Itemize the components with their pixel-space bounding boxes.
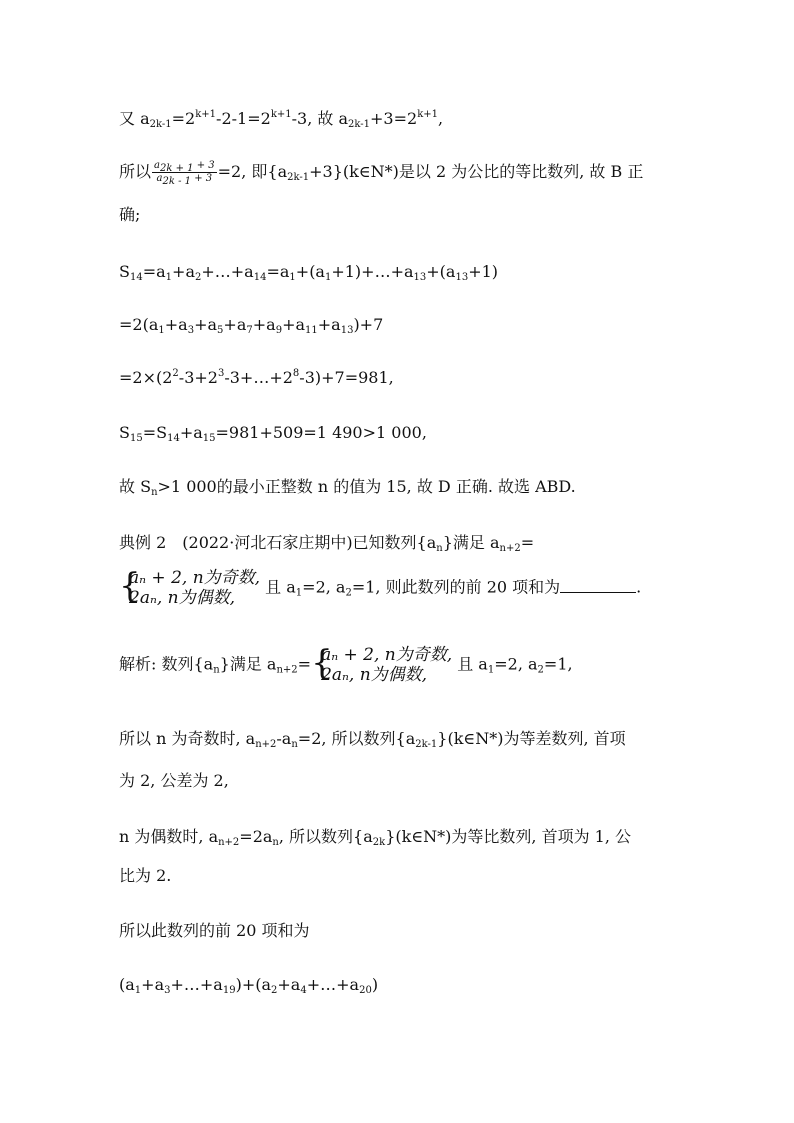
text: S (119, 262, 130, 281)
subscript: n+2 (276, 664, 298, 676)
text: ) (371, 975, 379, 994)
piece-row-odd: aₙ + 2, n为奇数, (321, 645, 453, 665)
subscript: 1 (324, 272, 332, 283)
text: =981+509=1 490>1 000, (215, 423, 427, 442)
subscript: 2k + 1 (159, 163, 194, 174)
subscript: 4 (300, 985, 307, 996)
subscript: 2k-1 (287, 172, 310, 183)
fraction-denominator (152, 173, 217, 185)
piece-row-even: 2aₙ, n为偶数, (321, 665, 428, 685)
solution-line-odd (119, 729, 626, 749)
text: }满足 a (219, 654, 277, 674)
text: =2, 所以数列{a (297, 729, 416, 748)
text: +1)+…+a (331, 262, 414, 281)
text: = (520, 533, 535, 552)
text: 所以 (119, 162, 152, 181)
text: = (297, 654, 312, 674)
subscript: 5 (217, 325, 224, 336)
text: +a (194, 315, 218, 334)
sum-expression (119, 975, 378, 995)
text: +(a (295, 262, 325, 281)
text: 故 S (119, 477, 152, 496)
equation-line-6 (119, 368, 394, 388)
text: }(k∈N*)为等比数列, 首项为 1, 公 (385, 827, 632, 846)
piecewise-definition (119, 568, 641, 608)
subscript: 2 (194, 272, 202, 283)
text: 解析: 数列{a (119, 654, 214, 674)
equation-line-1 (119, 109, 443, 129)
text: +a (282, 315, 306, 334)
equation-line-7 (119, 423, 427, 443)
ratio-fraction (152, 160, 217, 185)
subscript: 14 (167, 433, 180, 444)
text: -a (276, 729, 292, 748)
equation-line-3: 确; (119, 205, 141, 224)
subscript: n (151, 487, 158, 498)
conclusion-line (119, 477, 576, 497)
subscript: 3 (187, 325, 195, 336)
subscript: 1 (289, 272, 296, 283)
text: }满足 a (442, 533, 500, 552)
superscript: k+1 (417, 109, 438, 120)
sum-intro: 所以此数列的前 20 项和为 (119, 921, 310, 940)
subscript: 1 (165, 272, 173, 283)
text: +a (223, 315, 247, 334)
subscript: n (272, 837, 279, 848)
text: a (154, 160, 160, 171)
text: +a (317, 315, 341, 334)
text: -3)+7=981, (299, 368, 394, 387)
text: )+(a (235, 975, 272, 994)
text: , 所以数列{a (278, 827, 373, 846)
answer-blank (560, 578, 636, 593)
text: =2, 即{a (217, 162, 288, 181)
subscript: 2k-1 (415, 739, 438, 750)
text: =1, (543, 654, 573, 674)
text: =2(a (119, 315, 159, 334)
subscript: 2 (537, 664, 544, 676)
solution-line-even-cont: 比为 2. (119, 866, 172, 885)
subscript: 15 (202, 433, 216, 444)
subscript: 19 (222, 985, 236, 996)
text: -3, 故 a (291, 109, 349, 128)
subscript: 1 (295, 587, 303, 599)
brace: { (311, 643, 333, 683)
subscript: 2k - 1 (162, 176, 192, 187)
solution-line-odd-cont: 为 2, 公差为 2, (119, 771, 229, 790)
subscript: 3 (164, 985, 171, 996)
equation-line-4 (119, 262, 498, 282)
text: =1, 则此数列的前 20 项和为 (351, 577, 561, 597)
piece-row-even: 2aₙ, n为偶数, (129, 588, 236, 608)
piecewise-formula (119, 568, 260, 608)
subscript: 2 (345, 587, 352, 599)
text: =2 (171, 109, 196, 128)
subscript: 20 (359, 985, 372, 996)
text: =2, a (302, 577, 346, 597)
subscript: 13 (455, 272, 469, 283)
text: 又 a (119, 109, 150, 128)
piecewise-formula (311, 645, 452, 685)
text: -3+…+2 (224, 368, 293, 387)
piece-row-odd: aₙ + 2, n为奇数, (129, 568, 261, 588)
text: =2a (239, 827, 273, 846)
example-heading (119, 533, 534, 553)
text: +a (179, 423, 203, 442)
text: , (438, 109, 444, 128)
subscript: 2 (271, 985, 278, 996)
text: +3=2 (370, 109, 418, 128)
subscript: 15 (129, 433, 143, 444)
subscript: 1 (158, 325, 165, 336)
subscript: 2k (372, 837, 386, 848)
text: =2, a (494, 654, 538, 674)
brace: { (119, 566, 141, 606)
text: +1) (468, 262, 499, 281)
subscript: n (436, 543, 443, 554)
solution-line-even (119, 827, 631, 847)
subscript: 2k-1 (149, 119, 172, 130)
subscript: n (213, 664, 220, 676)
text: =a (142, 262, 166, 281)
subscript: 13 (413, 272, 427, 283)
text: -3+2 (178, 368, 218, 387)
solution-start (119, 645, 573, 685)
subscript: 14 (253, 272, 267, 283)
text: =a (266, 262, 290, 281)
subscript: n (291, 739, 298, 750)
subscript: 7 (246, 325, 253, 336)
text: 典例 2 (2022·河北石家庄期中)已知数列{a (119, 533, 437, 552)
text: +a (172, 262, 195, 281)
text: =2×(2 (119, 368, 173, 387)
subscript: n+2 (218, 837, 240, 848)
equation-line-5 (119, 315, 383, 335)
text: n 为偶数时, a (119, 827, 219, 846)
text: +…+a (170, 975, 223, 994)
text: }(k∈N*)为等差数列, 首项 (437, 729, 626, 748)
text: 且 a (265, 577, 296, 597)
text: . (636, 577, 642, 597)
text: +3}(k∈N*)是以 2 为公比的等比数列, 故 B 正 (309, 162, 644, 181)
subscript: 13 (340, 325, 354, 336)
superscript: 2 (172, 368, 179, 379)
subscript: 1 (134, 985, 142, 996)
text: +a (164, 315, 188, 334)
text: >1 000的最小正整数 n 的值为 15, 故 D 正确. 故选 ABD. (157, 477, 576, 496)
text: +…+a (306, 975, 360, 994)
text: a (156, 173, 163, 184)
text: +a (252, 315, 276, 334)
text: 所以 n 为奇数时, a (119, 729, 256, 748)
text: + 3 (193, 160, 215, 171)
subscript: 2k-1 (348, 119, 371, 130)
superscript: 3 (217, 368, 225, 379)
text: S (119, 423, 130, 442)
subscript: 9 (275, 325, 283, 336)
text: (a (119, 975, 135, 994)
text: +a (141, 975, 165, 994)
subscript: 11 (305, 325, 318, 336)
text: +…+a (201, 262, 254, 281)
superscript: k+1 (195, 109, 217, 120)
subscript: n+2 (255, 739, 277, 750)
text: +a (277, 975, 301, 994)
text: 且 a (457, 654, 488, 674)
text: =S (142, 423, 168, 442)
superscript: k+1 (270, 109, 292, 120)
text: +(a (426, 262, 456, 281)
subscript: n+2 (499, 543, 521, 554)
equation-line-2 (119, 160, 643, 185)
fraction-numerator (152, 160, 217, 173)
subscript: 14 (129, 272, 143, 283)
text: + 3 (191, 173, 213, 184)
text: -2-1=2 (216, 109, 271, 128)
superscript: 8 (292, 368, 300, 379)
text: )+7 (353, 315, 384, 334)
subscript: 1 (487, 664, 495, 676)
